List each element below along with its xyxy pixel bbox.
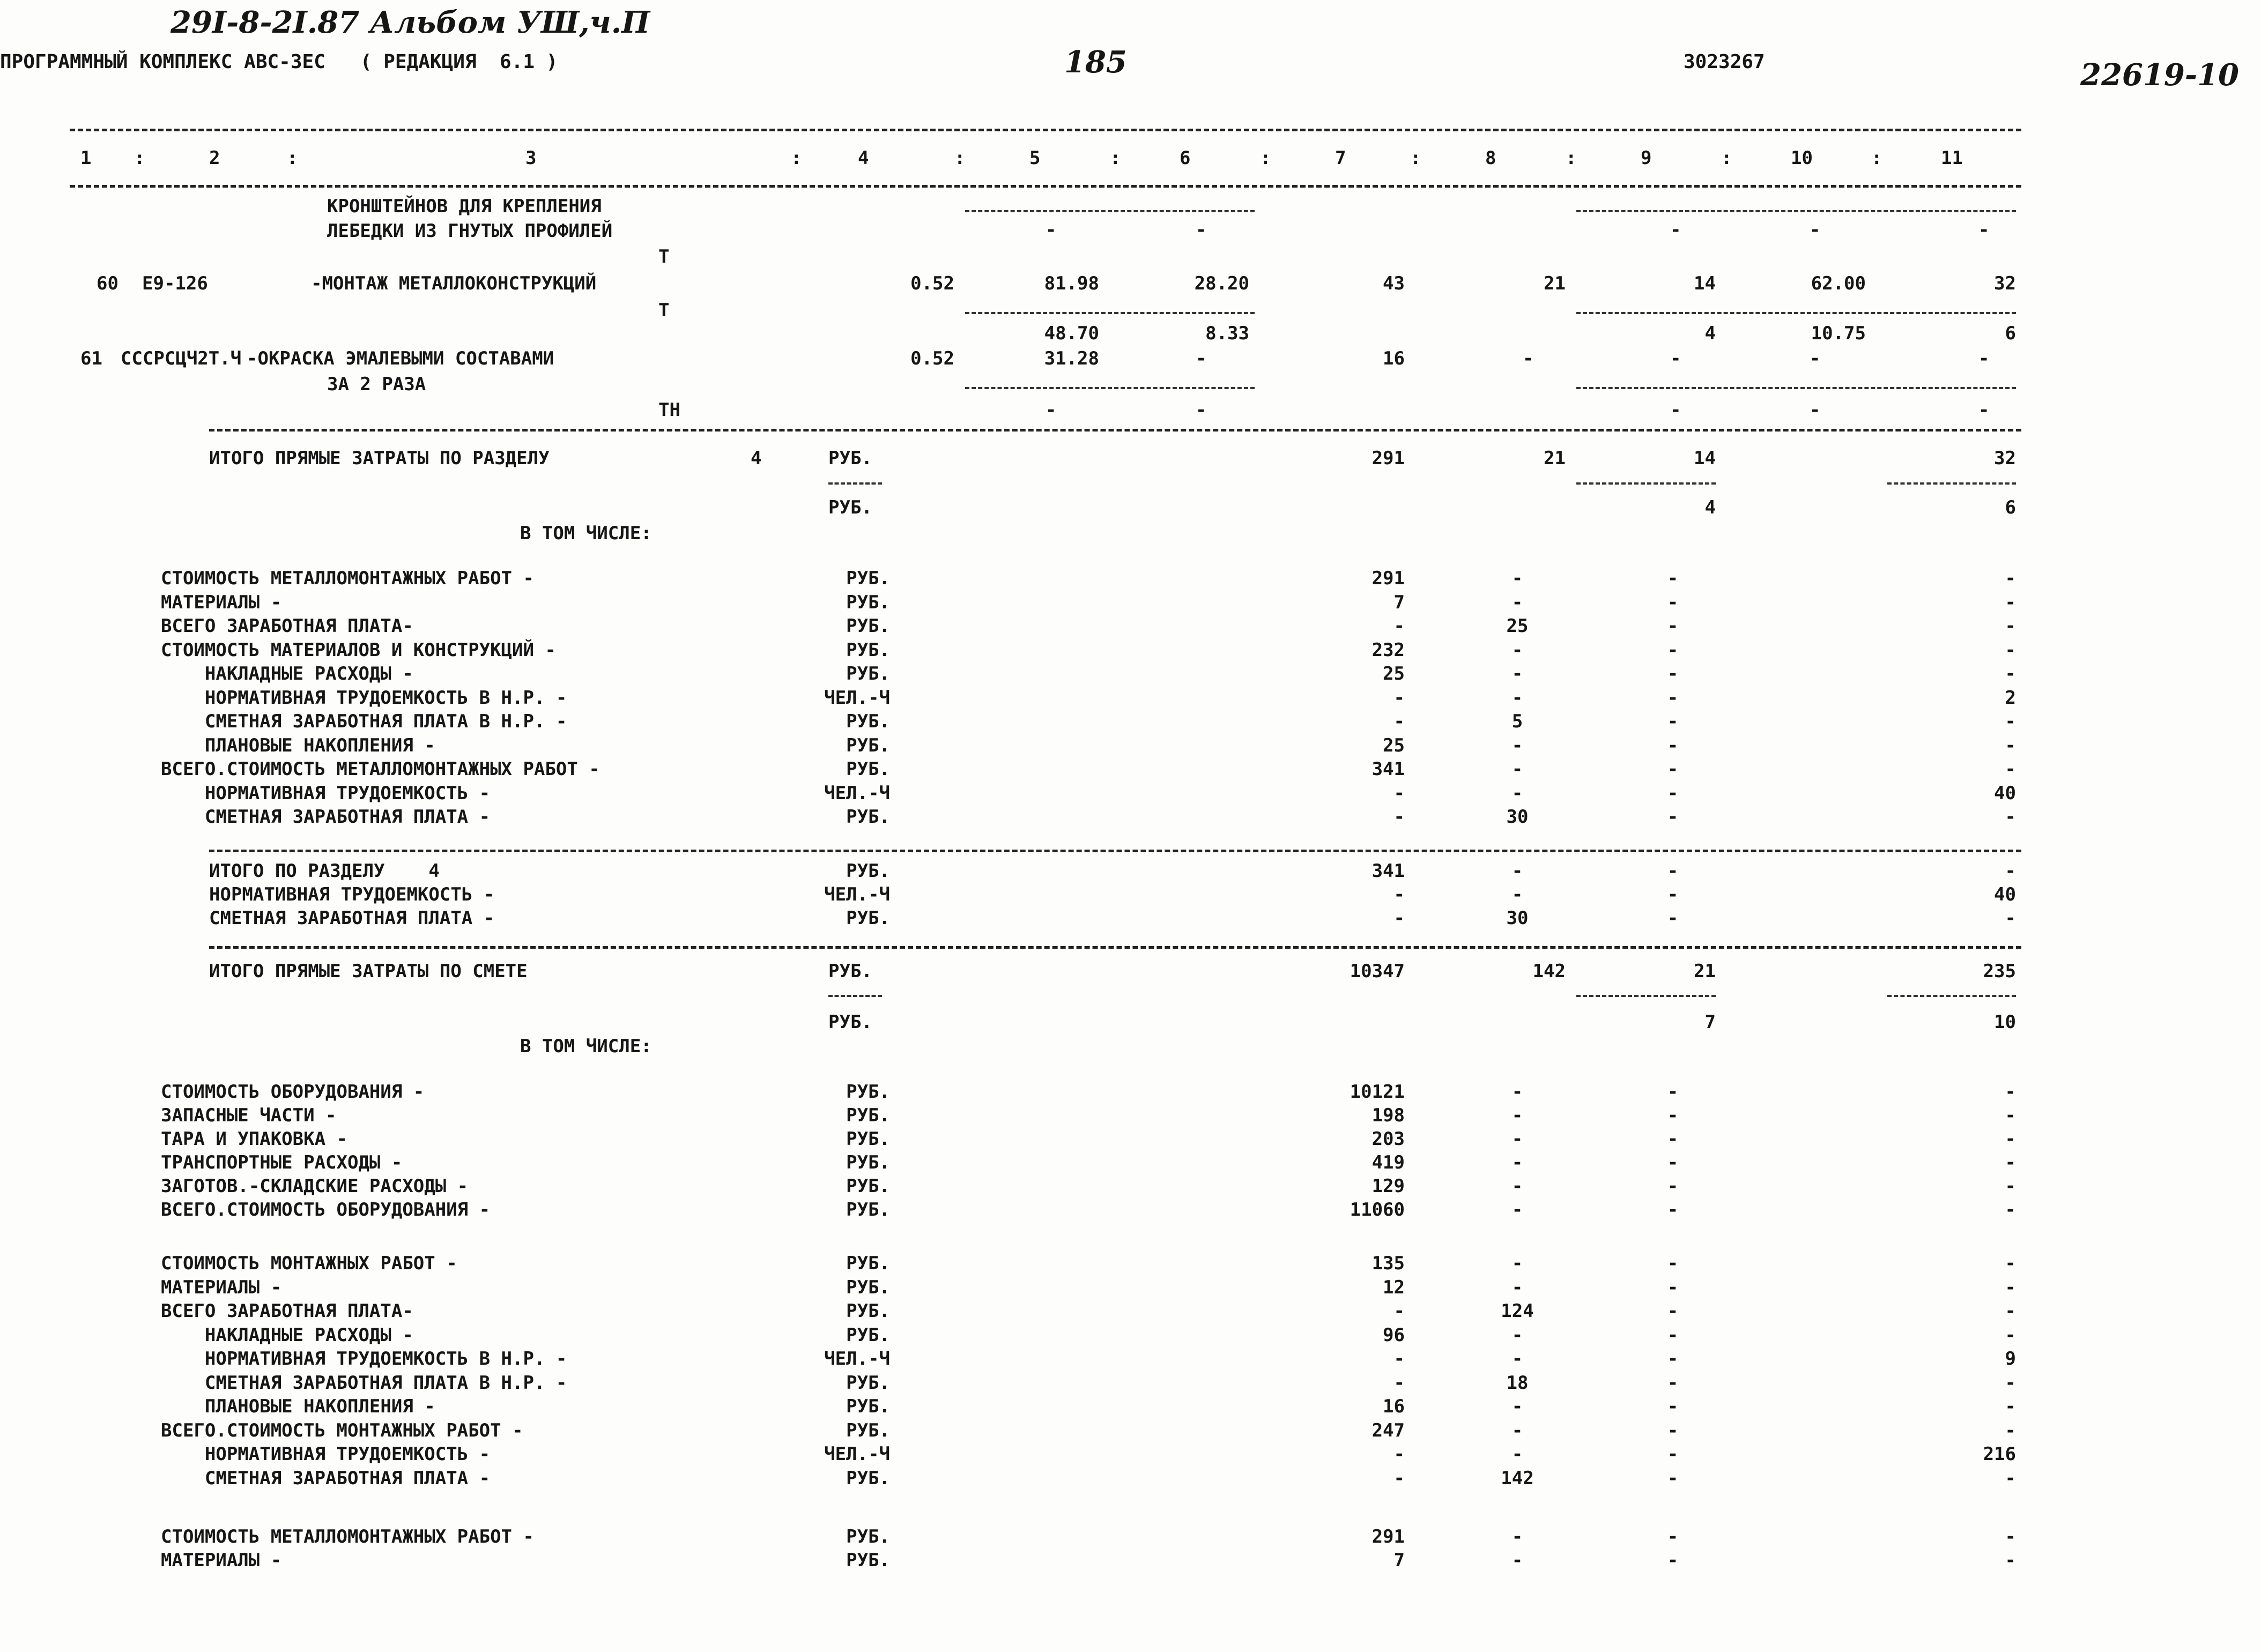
row-unit: РУБ. xyxy=(846,1419,890,1441)
rate-code: СССРСЦЧ2Т.Ч xyxy=(121,348,242,369)
cell-c11: - xyxy=(2005,1300,2016,1322)
cell-c8: - xyxy=(1511,591,1523,613)
column-number: 11 xyxy=(1941,147,1963,169)
column-number: 8 xyxy=(1485,147,1496,169)
cell-c8: 5 xyxy=(1511,711,1523,732)
row-unit: РУБ. xyxy=(846,1372,890,1394)
cell-c9: - xyxy=(1667,734,1679,756)
row-unit: РУБ. xyxy=(846,663,890,684)
cell-c9: - xyxy=(1667,758,1679,780)
column-separator: : xyxy=(1566,147,1577,169)
row-unit: ЧЕЛ.-Ч xyxy=(824,884,890,905)
cell-c9: - xyxy=(1667,1105,1679,1126)
cell-c6: 28.20 xyxy=(1194,273,1249,294)
row-label: ВСЕГО.СТОИМОСТЬ МЕТАЛЛОМОНТАЖНЫХ РАБОТ - xyxy=(161,758,600,780)
row-unit: РУБ. xyxy=(846,806,890,828)
cell-c9: 7 xyxy=(1704,1011,1716,1033)
row-number: 60 xyxy=(97,273,118,294)
cell-c6: 8.33 xyxy=(1205,323,1249,344)
row-label: ВСЕГО.СТОИМОСТЬ МОНТАЖНЫХ РАБОТ - xyxy=(161,1419,523,1441)
cell-c9: - xyxy=(1667,1199,1679,1221)
cell-dash: - xyxy=(1810,399,1821,421)
including-label: В ТОМ ЧИСЛЕ: xyxy=(520,523,652,544)
row-unit: РУБ. xyxy=(846,1253,890,1274)
cell-c8: - xyxy=(1511,1348,1523,1370)
cell-c11: - xyxy=(2005,1253,2016,1274)
cell-dash: - xyxy=(1670,399,1681,421)
cell-c11: - xyxy=(2005,806,2016,828)
cell-dash: - xyxy=(1810,219,1821,241)
header-bottom-rule xyxy=(70,185,2021,188)
archive-stamp: 22619-10 xyxy=(2080,57,2239,93)
cell-c7: - xyxy=(1393,615,1405,637)
sub-rule xyxy=(1576,312,2016,314)
cell-c7: - xyxy=(1393,711,1405,732)
cell-c8: 124 xyxy=(1501,1300,1534,1322)
row-label: ПЛАНОВЫЕ НАКОПЛЕНИЯ - xyxy=(161,1396,435,1417)
sub-rule xyxy=(1576,387,2016,389)
row-label: ТАРА И УПАКОВКА - xyxy=(161,1128,347,1150)
sub-rule xyxy=(1576,482,1716,485)
cell-c8: - xyxy=(1511,663,1523,684)
cell-c11: - xyxy=(2005,663,2016,684)
cell-c11: - xyxy=(2005,591,2016,613)
column-separator: : xyxy=(1110,147,1121,169)
cell-c8: - xyxy=(1511,1276,1523,1298)
cell-c8: - xyxy=(1511,568,1523,589)
cell-c7: - xyxy=(1393,687,1405,709)
row-label: МАТЕРИАЛЫ - xyxy=(161,1276,282,1298)
cell-c7: 291 xyxy=(1372,568,1405,589)
row-unit: РУБ. xyxy=(846,860,890,882)
cell-c7: - xyxy=(1393,806,1405,828)
including-label: В ТОМ ЧИСЛЕ: xyxy=(520,1036,652,1057)
cell-c9: 14 xyxy=(1694,273,1716,294)
cell-c8: - xyxy=(1511,1199,1523,1221)
cell-c7: 12 xyxy=(1383,1276,1405,1298)
row-label: ВСЕГО ЗАРАБОТНАЯ ПЛАТА- xyxy=(161,1300,413,1322)
sub-rule xyxy=(828,995,882,997)
work-name-line2: ЗА 2 РАЗА xyxy=(327,374,426,395)
cell-c9: - xyxy=(1667,639,1679,661)
section-rule xyxy=(209,946,2021,949)
cell-c11: - xyxy=(2005,860,2016,882)
cell-c7: 198 xyxy=(1372,1105,1405,1126)
cell-c11: - xyxy=(2005,1081,2016,1103)
row-label: СМЕТНАЯ ЗАРАБОТНАЯ ПЛАТА - xyxy=(161,806,491,828)
cell-c7: 232 xyxy=(1372,639,1405,661)
cell-c9: - xyxy=(1667,1081,1679,1103)
cell-c9: - xyxy=(1667,1152,1679,1173)
cell-dash: - xyxy=(1810,348,1821,369)
cell-c7: 7 xyxy=(1393,591,1405,613)
column-separator: : xyxy=(1260,147,1271,169)
cell-c8: 30 xyxy=(1506,806,1529,828)
cell-c8: - xyxy=(1511,639,1523,661)
row-unit: РУБ. xyxy=(846,1199,890,1221)
row-label: СМЕТНАЯ ЗАРАБОТНАЯ ПЛАТА В Н.Р. - xyxy=(161,711,567,732)
cell-c9: - xyxy=(1667,1419,1679,1441)
cell-c9: 4 xyxy=(1704,497,1716,518)
sub-rule xyxy=(965,210,1255,212)
row-label: ПЛАНОВЫЕ НАКОПЛЕНИЯ - xyxy=(161,734,435,756)
column-separator: : xyxy=(791,147,802,169)
cell-c8: - xyxy=(1511,1396,1523,1417)
column-separator: : xyxy=(1721,147,1732,169)
cell-c8: - xyxy=(1511,758,1523,780)
cell-c9: - xyxy=(1667,907,1679,929)
row-unit: ЧЕЛ.-Ч xyxy=(824,687,890,709)
cell-c5: 48.70 xyxy=(1044,323,1099,344)
cell-c8: 21 xyxy=(1544,273,1566,294)
cell-c7: 291 xyxy=(1372,448,1405,469)
cell-c9: - xyxy=(1667,591,1679,613)
row-unit: РУБ. xyxy=(846,1128,890,1150)
cell-dash: - xyxy=(1670,219,1681,241)
cell-c7: 25 xyxy=(1383,663,1405,684)
row-unit: РУБ. xyxy=(846,1526,890,1547)
row-label: СМЕТНАЯ ЗАРАБОТНАЯ ПЛАТА - xyxy=(161,1467,491,1489)
cell-c11: - xyxy=(2005,1128,2016,1150)
unit: РУБ. xyxy=(828,961,872,982)
row-unit: РУБ. xyxy=(846,1300,890,1322)
cell-c9: - xyxy=(1667,1324,1679,1346)
cell-dash: - xyxy=(1196,399,1207,421)
cell-c11: - xyxy=(2005,1372,2016,1394)
cell-c8: - xyxy=(1511,1175,1523,1197)
row-unit: РУБ. xyxy=(846,1105,890,1126)
header-top-rule xyxy=(70,129,2021,131)
cell-c9: - xyxy=(1667,1128,1679,1150)
cell-c8: - xyxy=(1511,734,1523,756)
cell-c7: 25 xyxy=(1383,734,1405,756)
row-label: СМЕТНАЯ ЗАРАБОТНАЯ ПЛАТА - xyxy=(209,907,495,929)
cell-c11: - xyxy=(2005,1396,2016,1417)
row-unit: РУБ. xyxy=(846,1152,890,1173)
cell-c8: - xyxy=(1511,1128,1523,1150)
sub-rule xyxy=(1887,995,2016,997)
sub-rule xyxy=(1576,995,1716,997)
column-separator: : xyxy=(1410,147,1421,169)
cell-c8: 25 xyxy=(1506,615,1529,637)
row-label: ТРАНСПОРТНЫЕ РАСХОДЫ - xyxy=(161,1152,403,1173)
row-unit: ЧЕЛ.-Ч xyxy=(824,782,890,804)
cell-c11: 6 xyxy=(2005,323,2016,344)
row-label: СТОИМОСТЬ МАТЕРИАЛОВ И КОНСТРУКЦИЙ - xyxy=(161,639,556,661)
row-unit: РУБ. xyxy=(846,1276,890,1298)
cell-c7: - xyxy=(1393,907,1405,929)
cell-c8: 18 xyxy=(1506,1372,1529,1394)
row-unit: РУБ. xyxy=(846,1396,890,1417)
row-label: СМЕТНАЯ ЗАРАБОТНАЯ ПЛАТА В Н.Р. - xyxy=(161,1372,567,1394)
cell-c10: 62.00 xyxy=(1811,273,1866,294)
cell-c8: - xyxy=(1511,1550,1523,1571)
cell-c9: - xyxy=(1667,1396,1679,1417)
row-label: МАТЕРИАЛЫ - xyxy=(161,591,282,613)
cell-c9: 4 xyxy=(1704,323,1716,344)
cell-dash: - xyxy=(1978,219,1990,241)
column-separator: : xyxy=(134,147,145,169)
row-unit: РУБ. xyxy=(846,1324,890,1346)
cell-dash: - xyxy=(1670,348,1681,369)
cell-c9: - xyxy=(1667,1443,1679,1465)
cell-c8: 142 xyxy=(1532,961,1566,982)
unit: РУБ. xyxy=(828,1011,872,1033)
row-label: НАКЛАДНЫЕ РАСХОДЫ - xyxy=(161,663,413,684)
row-label: ВСЕГО.СТОИМОСТЬ ОБОРУДОВАНИЯ - xyxy=(161,1199,491,1221)
cell-c8: - xyxy=(1511,782,1523,804)
row-unit: РУБ. xyxy=(846,907,890,929)
cell-c8: - xyxy=(1511,1081,1523,1103)
sub-rule xyxy=(965,312,1255,314)
cell-c7: 96 xyxy=(1383,1324,1405,1346)
sub-rule xyxy=(965,387,1255,389)
row-label: СТОИМОСТЬ ОБОРУДОВАНИЯ - xyxy=(161,1081,425,1103)
cell-c9: - xyxy=(1667,884,1679,905)
cell-c7: 11060 xyxy=(1350,1199,1405,1221)
row-label: ВСЕГО ЗАРАБОТНАЯ ПЛАТА- xyxy=(161,615,413,637)
column-number: 10 xyxy=(1791,147,1813,169)
cell-c11: - xyxy=(2005,1467,2016,1489)
cell-dash: - xyxy=(1046,219,1057,241)
row-label: НОРМАТИВНАЯ ТРУДОЕМКОСТЬ - xyxy=(161,782,491,804)
row-unit: РУБ. xyxy=(846,568,890,589)
cell-c8: - xyxy=(1511,884,1523,905)
cell-c9: - xyxy=(1667,1526,1679,1547)
quantity: 0.52 xyxy=(910,348,954,369)
cell-c8: - xyxy=(1511,1526,1523,1547)
column-number: 4 xyxy=(858,147,869,169)
cell-dash: - xyxy=(1196,348,1207,369)
cell-c8: - xyxy=(1511,1324,1523,1346)
cell-c11: 2 xyxy=(2005,687,2016,709)
cell-c9: 21 xyxy=(1694,961,1716,982)
column-number: 5 xyxy=(1029,147,1041,169)
cell-c8: - xyxy=(1511,687,1523,709)
cell-c7: 247 xyxy=(1372,1419,1405,1441)
cell-c11: - xyxy=(2005,639,2016,661)
row-unit: РУБ. xyxy=(846,1081,890,1103)
section-number: 4 xyxy=(751,448,762,469)
total-label: ИТОГО ПРЯМЫЕ ЗАТРАТЫ ПО СМЕТЕ xyxy=(209,961,528,982)
column-number: 1 xyxy=(80,147,92,169)
cell-c7: 16 xyxy=(1383,1396,1405,1417)
cell-c7: - xyxy=(1393,1443,1405,1465)
sub-rule xyxy=(828,482,882,485)
row-label: СТОИМОСТЬ МЕТАЛЛОМОНТАЖНЫХ РАБОТ - xyxy=(161,568,534,589)
cell-c5: 81.98 xyxy=(1044,273,1099,294)
cell-c9: - xyxy=(1667,711,1679,732)
cell-c11: - xyxy=(2005,1152,2016,1173)
row-unit: РУБ. xyxy=(846,639,890,661)
cell-c8: - xyxy=(1511,1443,1523,1465)
unit: РУБ. xyxy=(828,448,872,469)
cell-c9: - xyxy=(1667,1348,1679,1370)
cell-c11: - xyxy=(2005,758,2016,780)
column-number: 9 xyxy=(1641,147,1652,169)
row-unit: РУБ. xyxy=(846,1467,890,1489)
cell-c7: 129 xyxy=(1372,1175,1405,1197)
cell-c7: 135 xyxy=(1372,1253,1405,1274)
item-desc-line1: КРОНШТЕЙНОВ ДЛЯ КРЕПЛЕНИЯ xyxy=(327,196,602,217)
row-label: НОРМАТИВНАЯ ТРУДОЕМКОСТЬ - xyxy=(161,1443,491,1465)
cell-c7: - xyxy=(1393,1372,1405,1394)
item-unit: Т xyxy=(658,300,670,321)
sub-rule xyxy=(1887,482,2016,485)
row-label: НОРМАТИВНАЯ ТРУДОЕМКОСТЬ В Н.Р. - xyxy=(161,687,567,709)
cell-c8: - xyxy=(1511,860,1523,882)
cell-c11: - xyxy=(2005,1105,2016,1126)
cell-c7: 10121 xyxy=(1350,1081,1405,1103)
item-desc-line2: ЛЕБЕДКИ ИЗ ГНУТЫХ ПРОФИЛЕЙ xyxy=(327,220,613,242)
item-unit: ТН xyxy=(658,399,680,421)
row-number: 61 xyxy=(80,348,102,369)
cell-c9: - xyxy=(1667,782,1679,804)
quantity: 0.52 xyxy=(910,273,954,294)
row-unit: ЧЕЛ.-Ч xyxy=(824,1443,890,1465)
cell-dash: - xyxy=(1523,348,1534,369)
cell-c8: - xyxy=(1511,1152,1523,1173)
cell-c7: 341 xyxy=(1372,758,1405,780)
cell-c11: - xyxy=(2005,615,2016,637)
cell-c7: - xyxy=(1393,1300,1405,1322)
cell-c8: - xyxy=(1511,1105,1523,1126)
document-code: 3023267 xyxy=(1684,51,1765,73)
cell-c9: - xyxy=(1667,663,1679,684)
rate-code: Е9-126 xyxy=(142,273,208,294)
cell-c9: - xyxy=(1667,1253,1679,1274)
cell-c7: 43 xyxy=(1383,273,1405,294)
cell-c7: - xyxy=(1393,1467,1405,1489)
cell-c11: 40 xyxy=(1994,782,2016,804)
column-separator: : xyxy=(1871,147,1882,169)
cell-c7: 203 xyxy=(1372,1128,1405,1150)
cell-c7: - xyxy=(1393,782,1405,804)
cell-c11: 6 xyxy=(2005,497,2016,518)
cell-c11: - xyxy=(2005,734,2016,756)
cell-c9: 14 xyxy=(1694,448,1716,469)
column-separator: : xyxy=(954,147,966,169)
cell-c11: - xyxy=(2005,1175,2016,1197)
row-label: ЗАПАСНЫЕ ЧАСТИ - xyxy=(161,1105,337,1126)
cell-c8: - xyxy=(1511,1253,1523,1274)
row-label: ЗАГОТОВ.-СКЛАДСКИЕ РАСХОДЫ - xyxy=(161,1175,469,1197)
cell-c11: - xyxy=(2005,1324,2016,1346)
cell-c9: - xyxy=(1667,806,1679,828)
section-rule xyxy=(209,429,2021,431)
total-label: ИТОГО ПРЯМЫЕ ЗАТРАТЫ ПО РАЗДЕЛУ xyxy=(209,448,550,469)
cell-c11: 9 xyxy=(2005,1348,2016,1370)
cell-c11: - xyxy=(2005,1550,2016,1571)
row-label: НОРМАТИВНАЯ ТРУДОЕМКОСТЬ В Н.Р. - xyxy=(161,1348,567,1370)
row-label: СТОИМОСТЬ МОНТАЖНЫХ РАБОТ - xyxy=(161,1253,457,1274)
cell-c9: - xyxy=(1667,568,1679,589)
cell-c11: - xyxy=(2005,1276,2016,1298)
cell-c8: 21 xyxy=(1544,448,1566,469)
cell-c11: 32 xyxy=(1994,273,2016,294)
row-unit: РУБ. xyxy=(846,734,890,756)
row-label: СТОИМОСТЬ МЕТАЛЛОМОНТАЖНЫХ РАБОТ - xyxy=(161,1526,534,1547)
row-unit: РУБ. xyxy=(846,615,890,637)
cell-c9: - xyxy=(1667,860,1679,882)
cell-c9: - xyxy=(1667,1467,1679,1489)
cell-c7: 10347 xyxy=(1350,961,1405,982)
cell-c7: 7 xyxy=(1393,1550,1405,1571)
row-label: МАТЕРИАЛЫ - xyxy=(161,1550,282,1571)
cell-dash: - xyxy=(1196,219,1207,241)
cell-c9: - xyxy=(1667,1175,1679,1197)
cell-c11: 40 xyxy=(1994,884,2016,905)
row-unit: ЧЕЛ.-Ч xyxy=(824,1348,890,1370)
cell-c5: 31.28 xyxy=(1044,348,1099,369)
cell-c9: - xyxy=(1667,1550,1679,1571)
cell-dash: - xyxy=(1978,399,1990,421)
column-number: 6 xyxy=(1180,147,1191,169)
column-separator: : xyxy=(287,147,298,169)
row-label: НОРМАТИВНАЯ ТРУДОЕМКОСТЬ - xyxy=(209,884,495,905)
album-reference: 29I-8-2I.87 Альбом УШ,ч.П xyxy=(170,5,650,40)
column-number: 3 xyxy=(525,147,537,169)
cell-c7: 341 xyxy=(1372,860,1405,882)
cell-c11: - xyxy=(2005,1526,2016,1547)
work-name: -ОКРАСКА ЭМАЛЕВЫМИ СОСТАВАМИ xyxy=(247,348,554,369)
cell-c8: 30 xyxy=(1506,907,1529,929)
cell-c7: 291 xyxy=(1372,1526,1405,1547)
column-number: 7 xyxy=(1335,147,1346,169)
cell-c7: 419 xyxy=(1372,1152,1405,1173)
cell-c9: - xyxy=(1667,1300,1679,1322)
cell-c9: - xyxy=(1667,1372,1679,1394)
cell-c11: - xyxy=(2005,711,2016,732)
work-name: -МОНТАЖ МЕТАЛЛОКОНСТРУКЦИЙ xyxy=(311,273,597,294)
row-unit: РУБ. xyxy=(846,1175,890,1197)
cell-c11: - xyxy=(2005,1419,2016,1441)
item-unit: Т xyxy=(658,246,670,267)
sub-rule xyxy=(1576,210,2016,212)
cell-dash: - xyxy=(1046,399,1057,421)
row-label: ИТОГО ПО РАЗДЕЛУ 4 xyxy=(209,860,440,882)
cell-c11: 32 xyxy=(1994,448,2016,469)
page-number: 185 xyxy=(1064,44,1127,80)
row-unit: РУБ. xyxy=(846,711,890,732)
cell-c11: 216 xyxy=(1983,1443,2016,1465)
cell-c11: 235 xyxy=(1983,961,2016,982)
cell-c7: 16 xyxy=(1383,348,1405,369)
cell-c9: - xyxy=(1667,615,1679,637)
row-unit: РУБ. xyxy=(846,758,890,780)
column-number: 2 xyxy=(209,147,220,169)
program-title: ПРОГРАММНЫЙ КОМПЛЕКС АВС-3ЕС ( РЕДАКЦИЯ 6.1 ) xyxy=(0,51,558,73)
cell-c9: - xyxy=(1667,1276,1679,1298)
cell-c11: - xyxy=(2005,907,2016,929)
cell-c8: - xyxy=(1511,1419,1523,1441)
cell-c7: - xyxy=(1393,1348,1405,1370)
cell-c10: 10.75 xyxy=(1811,323,1866,344)
row-unit: РУБ. xyxy=(846,1550,890,1571)
cell-dash: - xyxy=(1978,348,1990,369)
cell-c11: - xyxy=(2005,1199,2016,1221)
cell-c11: - xyxy=(2005,568,2016,589)
cell-c9: - xyxy=(1667,687,1679,709)
row-label: НАКЛАДНЫЕ РАСХОДЫ - xyxy=(161,1324,413,1346)
cell-c7: - xyxy=(1393,884,1405,905)
cell-c8: 142 xyxy=(1501,1467,1534,1489)
row-unit: РУБ. xyxy=(846,591,890,613)
unit: РУБ. xyxy=(828,497,872,518)
cell-c11: 10 xyxy=(1994,1011,2016,1033)
section-rule xyxy=(209,850,2021,852)
